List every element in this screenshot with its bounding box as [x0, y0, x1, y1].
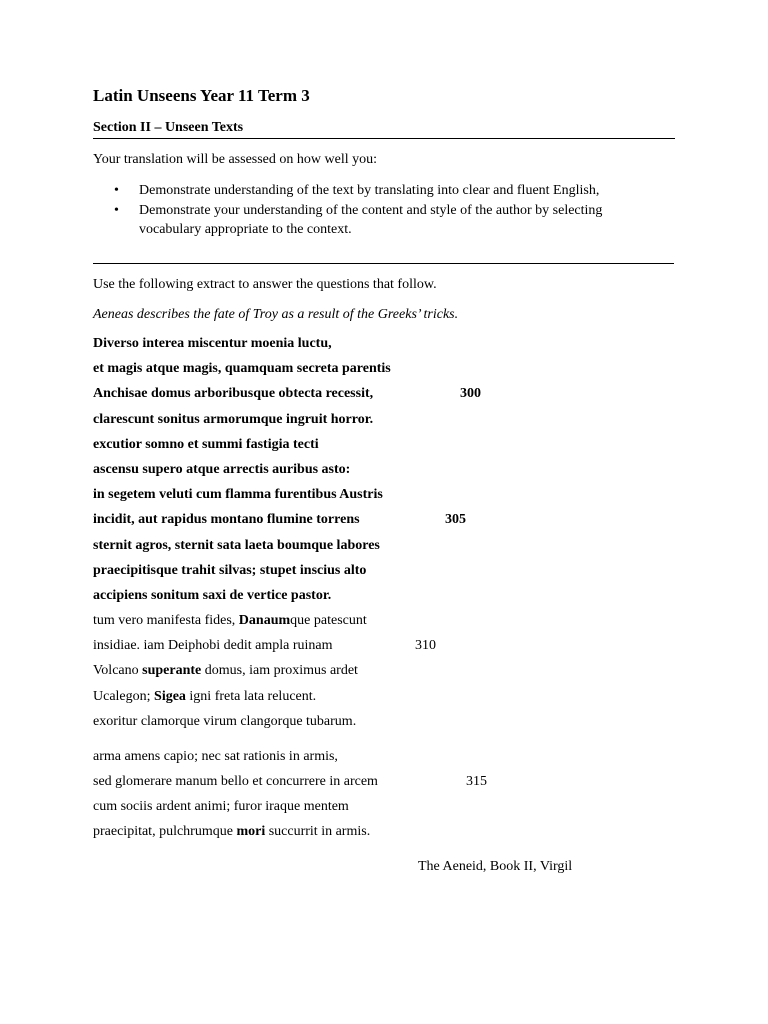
passage-text: succurrit in armis.	[265, 824, 371, 839]
line-number: 305	[445, 512, 466, 527]
line-number: 315	[466, 774, 487, 789]
passage-line: excutior somno et summi fastigia tecti	[93, 437, 319, 452]
passage-line: et magis atque magis, quamquam secreta parentis	[93, 361, 391, 376]
assessment-criteria-list	[93, 181, 663, 240]
highlighted-word: superante	[142, 663, 202, 678]
passage-line	[93, 688, 316, 706]
passage-line	[93, 662, 358, 680]
passage-line: exoritur clamorque virum clangorque tubarum.	[93, 714, 357, 729]
passage-instruction: Use the following extract to answer the questions that follow.	[93, 277, 437, 292]
passage-text: praecipitat, pulchrumque	[93, 824, 237, 839]
passage-text: que patescunt	[290, 613, 367, 628]
passage-text: domus, iam proximus ardet	[201, 663, 358, 678]
passage-line: Diverso interea miscentur moenia luctu,	[93, 336, 332, 351]
highlighted-word: Danaum	[238, 613, 291, 628]
passage-text: Volcano	[93, 663, 143, 678]
criteria-item	[93, 201, 663, 240]
passage-line: insidiae. iam Deiphobi dedit ampla ruinam	[93, 638, 333, 653]
bullet-icon: •	[114, 183, 119, 198]
page-title: Latin Unseens Year 11 Term 3	[93, 86, 310, 105]
passage-context: Aeneas describes the fate of Troy as a result of the Greeks’ tricks.	[93, 307, 459, 322]
passage-text: tum vero manifesta fides,	[93, 613, 239, 628]
section-divider	[93, 138, 675, 139]
passage-line: clarescunt sonitus armorumque ingruit horror.	[93, 412, 374, 427]
highlighted-word: mori	[236, 824, 266, 839]
passage-line: accipiens sonitum saxi de vertice pastor.	[93, 588, 332, 603]
line-number: 300	[460, 386, 481, 401]
passage-line: incidit, aut rapidus montano flumine torrens	[93, 512, 360, 527]
assessment-intro: Your translation will be assessed on how well you:	[93, 152, 377, 167]
passage-line: in segetem veluti cum flamma furentibus Austris	[93, 487, 383, 502]
passage-line	[93, 823, 370, 841]
passage-text: Ucalegon;	[93, 689, 155, 704]
criteria-item	[93, 181, 663, 201]
line-number: 310	[415, 638, 436, 653]
passage-line: ascensu supero atque arrectis auribus asto:	[93, 462, 351, 477]
section-heading: Section II – Unseen Texts	[93, 120, 244, 135]
passage-line: sternit agros, sternit sata laeta boumque labores	[93, 538, 380, 553]
bullet-icon: •	[114, 202, 119, 218]
criteria-text: Demonstrate understanding of the text by translating into clear and fluent English,	[139, 183, 600, 198]
passage-line: Anchisae domus arboribusque obtecta recessit,	[93, 386, 374, 401]
source-citation: The Aeneid, Book II, Virgil	[418, 859, 573, 874]
passage-line: sed glomerare manum bello et concurrere in arcem	[93, 774, 378, 789]
highlighted-word: Sigea	[154, 689, 186, 704]
horizontal-rule	[93, 263, 674, 264]
passage-line: arma amens capio; nec sat rationis in armis,	[93, 749, 338, 764]
passage-line	[93, 612, 367, 630]
passage-text: igni freta lata relucent.	[185, 689, 317, 704]
passage-line: cum sociis ardent animi; furor iraque mentem	[93, 799, 349, 814]
passage-line: praecipitisque trahit silvas; stupet inscius alto	[93, 563, 367, 578]
criteria-text: Demonstrate your understanding of the content and style of the author by selecting vocabulary appropriate to the context.	[139, 202, 603, 237]
